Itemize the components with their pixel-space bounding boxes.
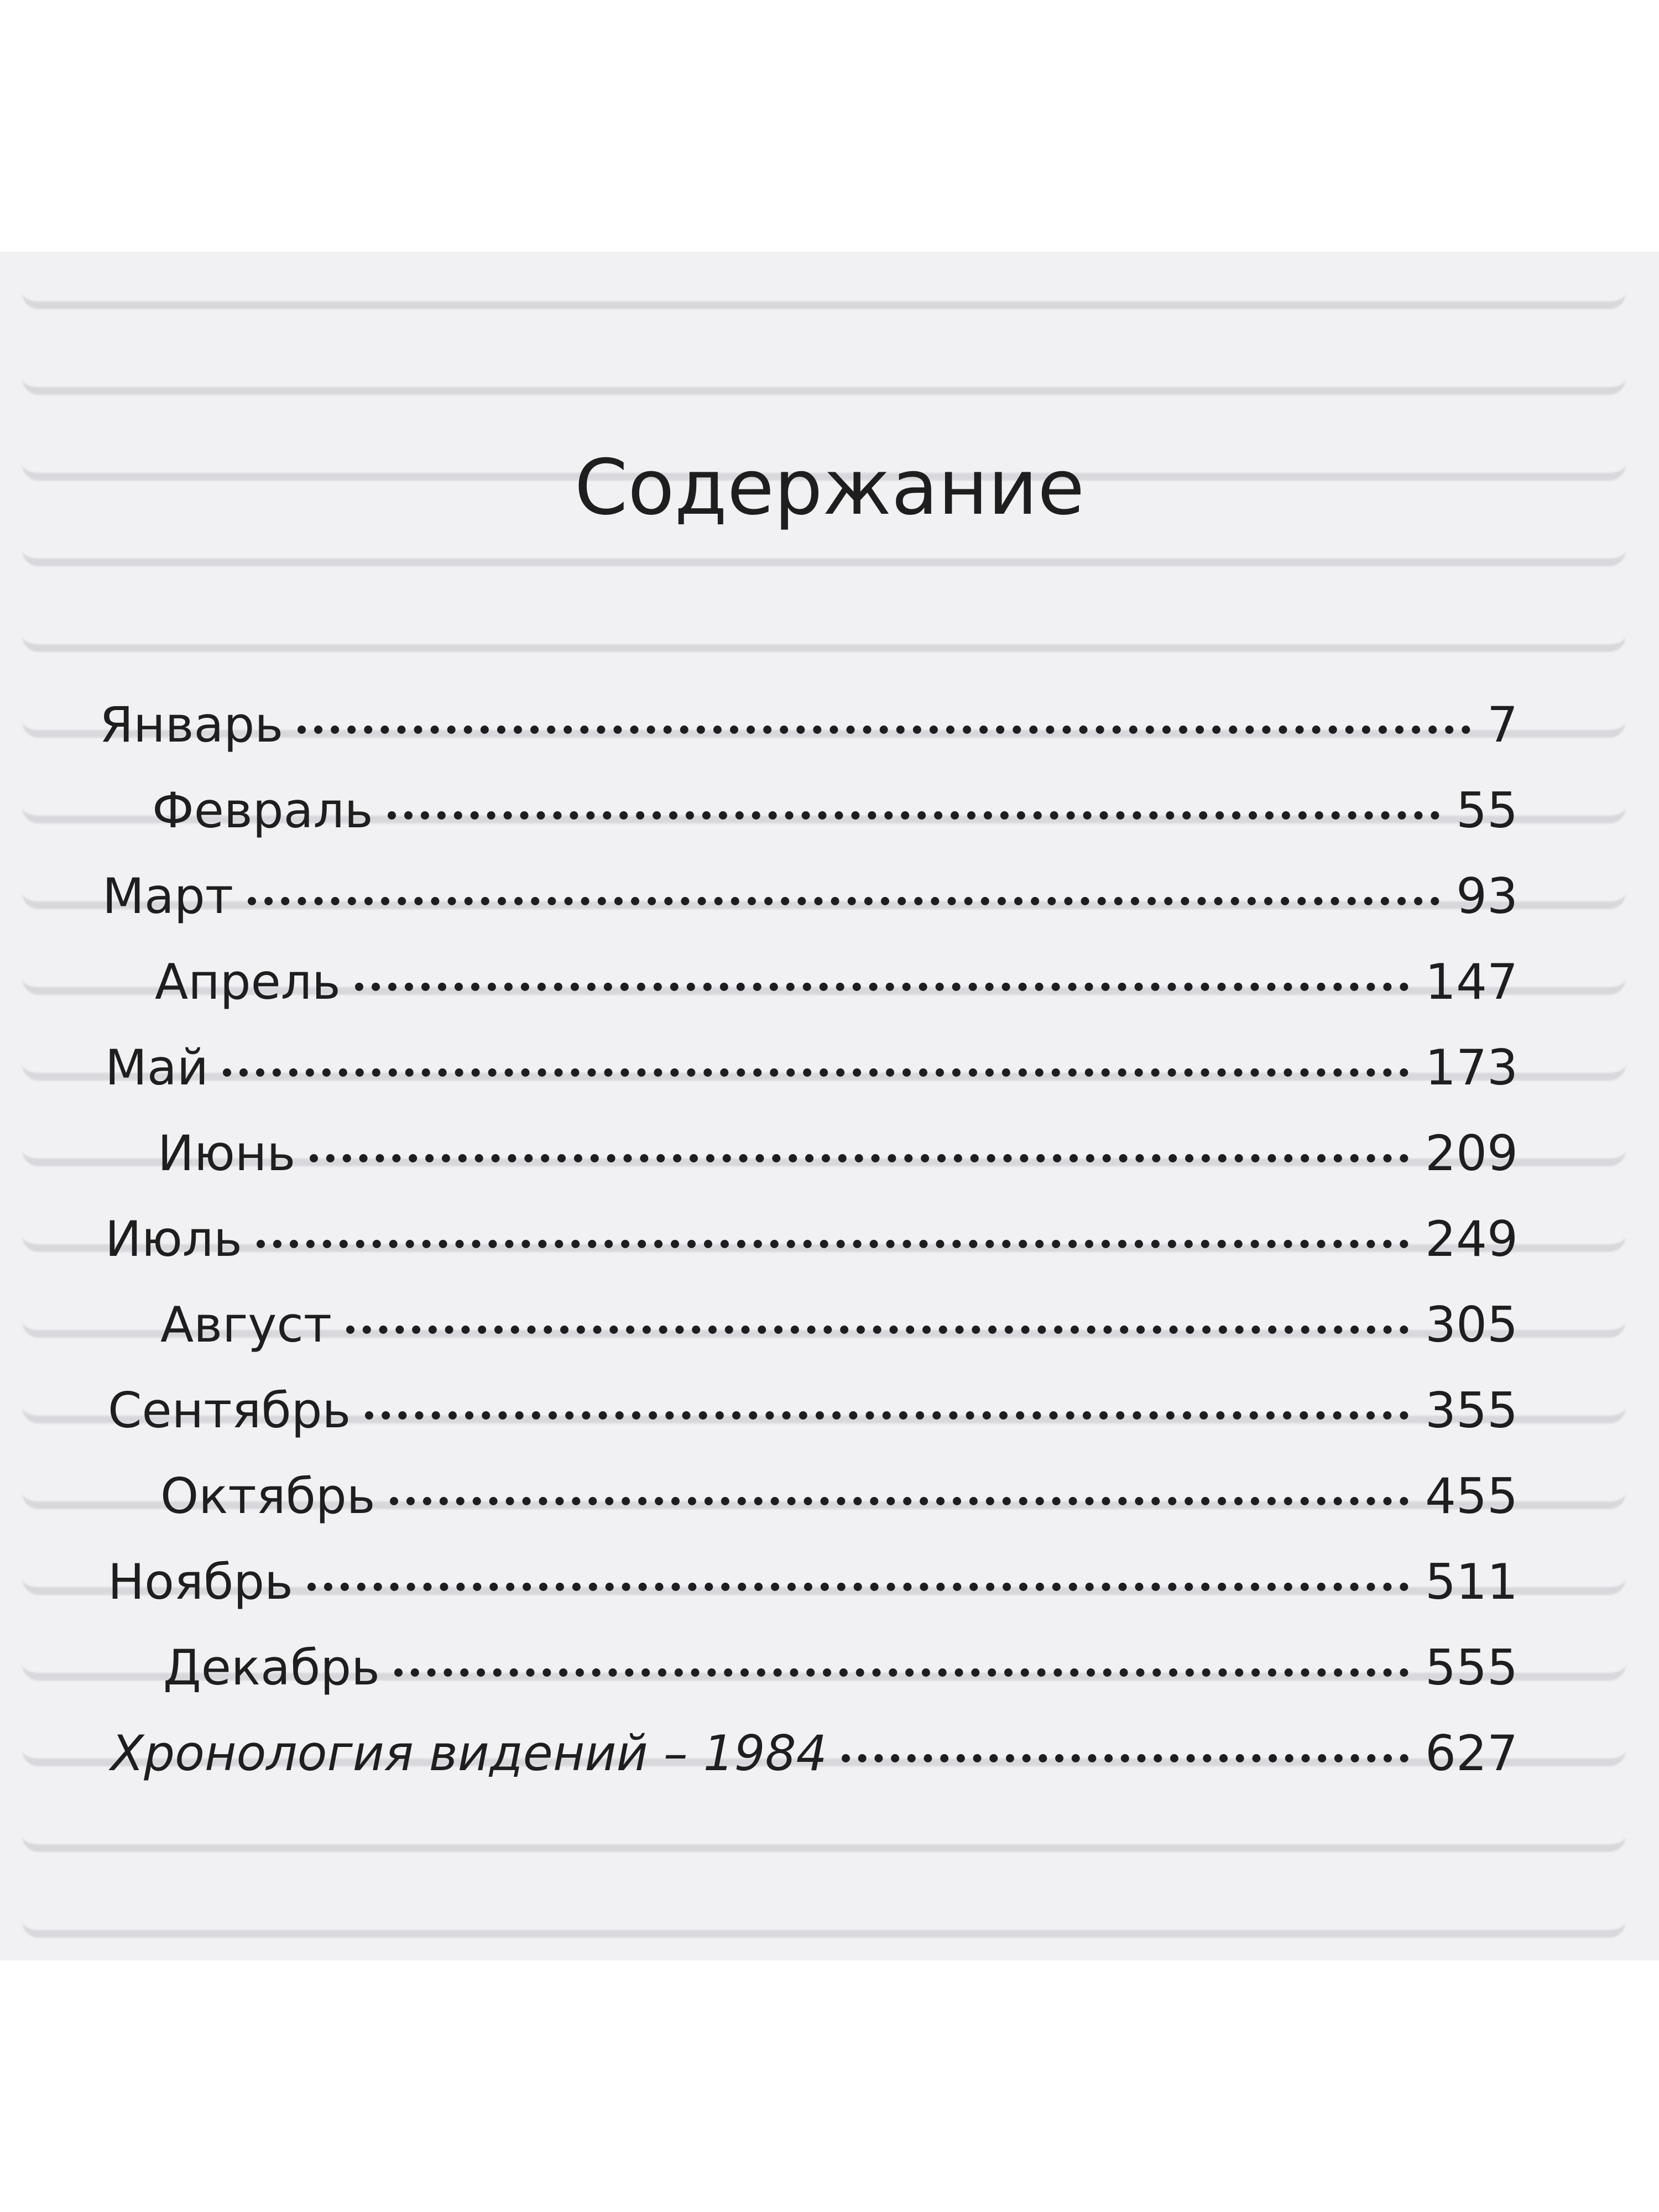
toc-page-number: 627 bbox=[1425, 1725, 1518, 1782]
toc-label: Май bbox=[105, 1039, 209, 1096]
toc-entry-january[interactable] bbox=[100, 692, 1518, 758]
toc-entry-august[interactable] bbox=[160, 1292, 1518, 1358]
toc-page-number: 511 bbox=[1425, 1553, 1518, 1610]
toc-page-number: 555 bbox=[1425, 1639, 1518, 1696]
toc-leader-dots bbox=[307, 1583, 1408, 1591]
toc-leader-dots bbox=[394, 1668, 1408, 1677]
toc-page-number: 93 bbox=[1456, 868, 1518, 925]
toc-entry-may[interactable] bbox=[105, 1035, 1518, 1101]
toc-leader-dots bbox=[298, 726, 1470, 734]
toc-entry-february[interactable] bbox=[152, 778, 1518, 844]
toc-label: Ноябрь bbox=[108, 1553, 293, 1610]
toc-entry-september[interactable] bbox=[108, 1378, 1518, 1444]
toc-entry-april[interactable] bbox=[155, 949, 1518, 1015]
toc-leader-dots bbox=[842, 1754, 1408, 1762]
toc-page-number: 455 bbox=[1425, 1468, 1518, 1525]
toc-leader-dots bbox=[310, 1154, 1408, 1162]
toc-label: Апрель bbox=[155, 953, 341, 1010]
toc-entry-june[interactable] bbox=[158, 1120, 1518, 1187]
toc-leader-dots bbox=[223, 1068, 1408, 1077]
toc-page-number: 209 bbox=[1425, 1125, 1518, 1182]
toc-leader-dots bbox=[257, 1240, 1408, 1248]
toc-page-number: 7 bbox=[1487, 696, 1518, 753]
toc-page-number: 355 bbox=[1425, 1382, 1518, 1439]
toc-leader-dots bbox=[365, 1411, 1408, 1420]
toc-leader-dots bbox=[346, 1326, 1408, 1334]
toc-label: Хронология видений – 1984 bbox=[111, 1725, 827, 1782]
toc-page-number: 147 bbox=[1425, 953, 1518, 1010]
toc-entry-march[interactable] bbox=[102, 863, 1518, 930]
toc-label: Сентябрь bbox=[108, 1382, 351, 1439]
toc-entry-chronology[interactable] bbox=[111, 1720, 1518, 1787]
toc-page-number: 173 bbox=[1425, 1039, 1518, 1096]
toc-label: Июнь bbox=[158, 1125, 296, 1182]
toc-label: Февраль bbox=[152, 782, 373, 839]
toc-entry-december[interactable] bbox=[163, 1635, 1518, 1701]
toc-leader-dots bbox=[390, 1497, 1408, 1505]
toc-entry-october[interactable] bbox=[160, 1463, 1518, 1530]
toc-label: Январь bbox=[100, 696, 284, 753]
toc-page-number: 55 bbox=[1456, 782, 1518, 839]
toc-label: Июль bbox=[105, 1211, 243, 1267]
toc-page-number: 249 bbox=[1425, 1211, 1518, 1267]
toc-entry-july[interactable] bbox=[105, 1206, 1518, 1272]
toc-label: Декабрь bbox=[163, 1639, 380, 1696]
toc-label: Август bbox=[160, 1296, 332, 1353]
toc-entry-november[interactable] bbox=[108, 1549, 1518, 1615]
toc-label: Октябрь bbox=[160, 1468, 375, 1525]
toc-label: Март bbox=[102, 868, 233, 925]
page-title: Содержание bbox=[574, 443, 1085, 533]
toc-page-number: 305 bbox=[1425, 1296, 1518, 1353]
toc-leader-dots bbox=[355, 983, 1408, 991]
toc-leader-dots bbox=[248, 897, 1439, 905]
toc-leader-dots bbox=[388, 811, 1439, 820]
